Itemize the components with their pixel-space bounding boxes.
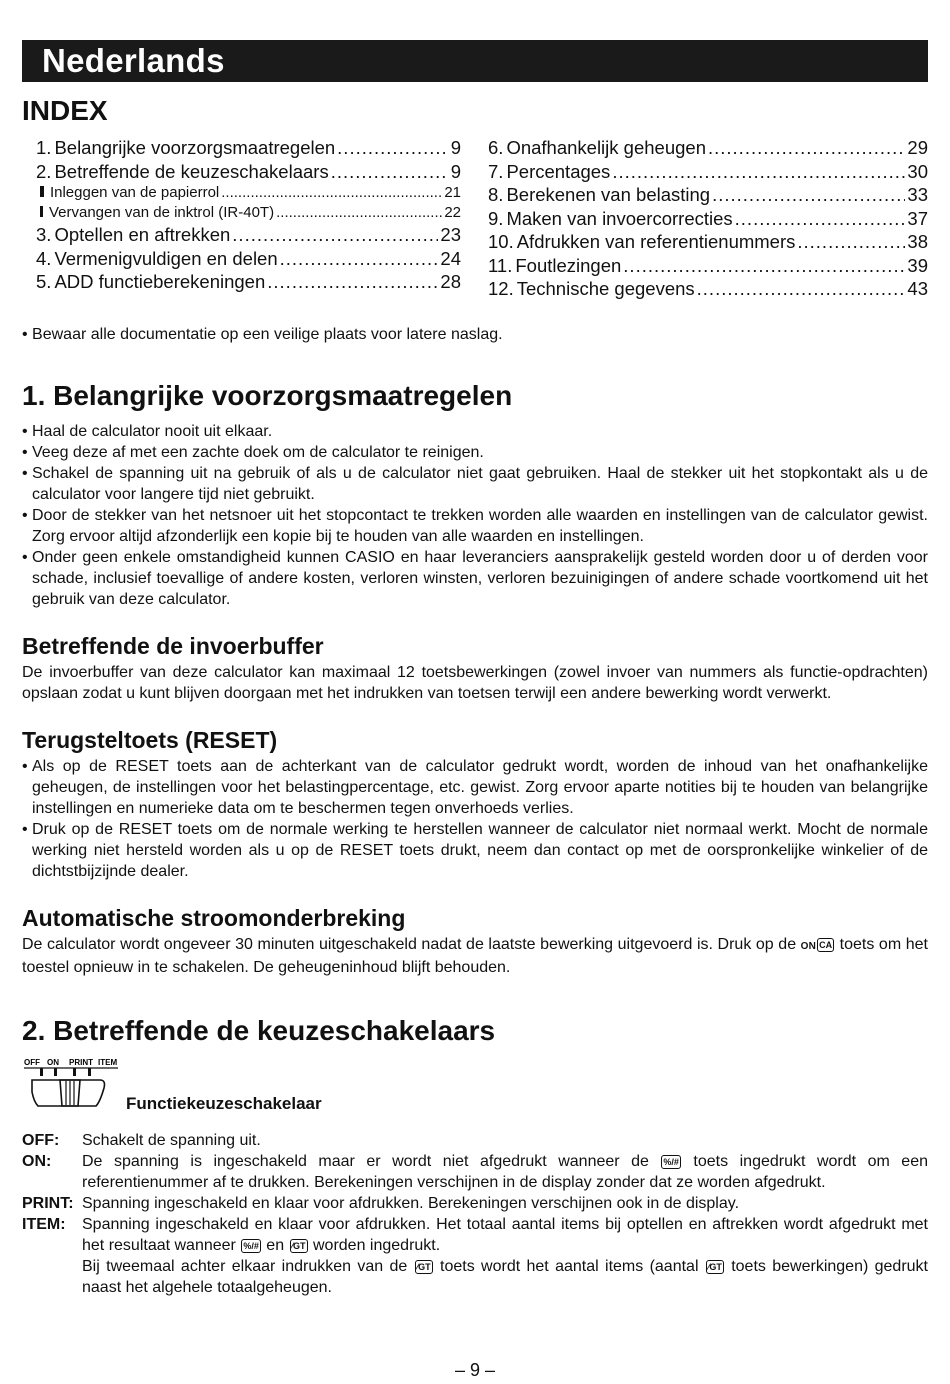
def-item: ITEM: Spanning ingeschakeld en klaar voor afdrukken. Het totaal aantal items bij optellen en aftrekken wordt afgedrukt met het resultaat wanneer %/# en ⁄GT worden ingedrukt. Bij tweemaal achter elkaar indrukken van de ⁄GT toets wordt het aantal items (aantal ⁄GT toets bewerkingen) gedrukt naast het algehele totaalgeheugen. <box>22 1215 929 1296</box>
toc-entry <box>488 160 928 184</box>
toc-entry <box>488 207 928 231</box>
documentation-note: • Bewaar alle documentatie op een veilige plaats voor latere naslag. <box>22 325 503 343</box>
toc-page-number: 23 <box>440 224 461 245</box>
toc-leader-dots <box>276 203 442 223</box>
toc-number: 6. <box>488 137 504 158</box>
toc-label: Onafhankelijk geheugen <box>506 137 706 158</box>
toc-label: Berekenen van belasting <box>506 184 711 205</box>
toc-page-number: 21 <box>444 184 461 201</box>
bullet-item: • Onder geen enkele omstandigheid kunnen CASIO en haar leveranciers aansprakelijk gesteld worden door u of derden voor schade, inclusief toevallige of andere kosten, verloren winsten, verloren bezuinigingen of andere schade voortkomend uit het gebruik van deze calculator. <box>22 547 928 610</box>
switch-label-on: ON <box>47 1057 59 1067</box>
toc-label: Belangrijke voorzorgsmaatregelen <box>54 137 336 158</box>
toc-left-column <box>22 136 461 301</box>
toc-entry <box>36 247 461 271</box>
square-bullet-icon <box>40 186 44 197</box>
def-print: PRINT: Spanning ingeschakeld en klaar voor afdrukken. Berekeningen verschijnen ook in de display. <box>22 1194 740 1212</box>
bullet-item: • Als op de RESET toets aan de achterkant van de calculator gedrukt wordt, worden de inhoud van het onafhankelijke geheugen, de instellingen voor het belastingpercentage, etc. gewist. Zorg ervoor aparte notities bij te houden van belangrijke instellingen en numerieke data om te beschermen tegen onverhoeds verlies. <box>22 756 928 819</box>
toc-page-number: 39 <box>907 254 928 276</box>
toc-number: 2. <box>36 160 52 182</box>
auto-off-text: De calculator wordt ongeveer 30 minuten uitgeschakeld nadat de laatste bewerking uitgevoerd is. Druk op de ON CA toets om het toestel opnieuw in te schakelen. De geheugeninhoud blijft behouden. <box>22 935 928 976</box>
toc-leader-dots <box>697 277 906 301</box>
bullet-item: • Haal de calculator nooit uit elkaar. <box>22 421 928 442</box>
toc-page-number: 43 <box>907 278 928 299</box>
toc-number: 7. <box>488 160 504 182</box>
toc-label: Optellen en aftrekken <box>54 224 231 245</box>
percent-hash-key-icon: %/# <box>663 1156 679 1167</box>
square-bullet-icon <box>40 206 43 217</box>
section1-title: 1. Belangrijke voorzorgsmaatregelen <box>22 379 513 411</box>
toc-entry <box>488 183 928 207</box>
page-number: – 9 – <box>454 1360 496 1380</box>
toc-entry <box>488 230 928 254</box>
toc-page-number: 37 <box>907 207 928 229</box>
toc-number: 3. <box>36 224 52 245</box>
toc-page-number: 22 <box>444 204 461 221</box>
reset-bullets <box>22 756 928 882</box>
toc-page-number: 9 <box>450 137 461 158</box>
grand-total-key-icon: ⁄GT <box>291 1240 306 1251</box>
toc-page-number: 28 <box>440 271 461 292</box>
toc-leader-dots <box>612 160 905 184</box>
switch-label-item: ITEM <box>98 1057 118 1067</box>
toc-label: Vermenigvuldigen en delen <box>54 247 278 269</box>
toc-number: 1. <box>36 137 52 158</box>
toc-label: Betreffende de keuzeschakelaars <box>54 160 329 182</box>
toc-leader-dots <box>735 207 906 231</box>
auto-off-title: Automatische stroomonderbreking <box>22 904 406 931</box>
toc-label: ADD functieberekeningen <box>54 271 266 292</box>
switch-caption: Functiekeuzeschakelaar <box>126 1093 322 1113</box>
toc-entry <box>36 270 461 294</box>
bullet-item: • Door de stekker van het netsnoer uit het stopcontact te trekken worden alle waarden en instellingen van de calculator gewist. Zorg ervoor altijd afzonderlijk een kopie bij te houden van alle waarden en instellingen. <box>22 505 928 547</box>
toc-leader-dots <box>797 230 905 254</box>
toc-page-number: 33 <box>907 184 928 205</box>
def-on: ON: De spanning is ingeschakeld maar er wordt niet afgedrukt wanneer de %/# toets ingedrukt wordt om een referentienummer af te drukken. Berekeningen verschijnen in de display zonder dat ze worden afgedrukt. <box>22 1152 929 1191</box>
toc-number: 8. <box>488 184 504 205</box>
toc-leader-dots <box>331 160 449 184</box>
toc-leader-dots <box>267 270 438 294</box>
toc-page-number: 9 <box>450 160 461 182</box>
buffer-title: Betreffende de invoerbuffer <box>22 632 324 659</box>
toc-number: 11. <box>488 254 513 276</box>
toc-page-number: 24 <box>440 247 461 269</box>
table-of-contents <box>22 136 928 301</box>
toc-leader-dots <box>712 183 905 207</box>
toc-entry <box>36 160 461 184</box>
function-switch-icon <box>22 1056 122 1122</box>
index-title: INDEX <box>22 95 108 126</box>
on-key-label: ON <box>800 940 817 952</box>
toc-label: Afdrukken van referentienummers <box>516 231 796 252</box>
toc-number: 10. <box>488 231 514 252</box>
toc-label: Percentages <box>506 160 611 182</box>
toc-label: Vervangen van de inktrol (IR-40T) <box>48 204 275 221</box>
toc-entry <box>488 136 928 160</box>
bullet-item: • Druk op de RESET toets om de normale werking te herstellen wanneer de calculator niet normaal werkt. Mocht de normale werking niet hersteld worden als u op de RESET toets drukt, neem dan contact op met de oorspronkelijke winkelier of de dichtstbijzijnde dealer. <box>22 819 928 882</box>
grand-total-key-icon: ⁄GT <box>707 1261 722 1272</box>
manual-page <box>22 40 928 1298</box>
language-header: Nederlands <box>22 40 928 82</box>
toc-number: 12. <box>488 278 514 299</box>
toc-page-number: 29 <box>907 137 928 158</box>
toc-entry <box>36 136 461 160</box>
toc-number: 5. <box>36 271 52 292</box>
bullet-item: • Veeg deze af met een zachte doek om de calculator te reinigen. <box>22 442 928 463</box>
section1-bullets <box>22 421 928 610</box>
toc-entry <box>488 277 928 301</box>
buffer-text: De invoerbuffer van deze calculator kan maximaal 12 toetsbewerkingen (zowel invoer van nummers als functie-opdrachten) opslaan zodat u kunt blijven doorgaan met het indrukken van toetsen terwijl een andere bewerking wordt verwerkt. <box>22 663 928 702</box>
toc-leader-dots <box>232 223 438 247</box>
toc-label: Foutlezingen <box>515 254 622 276</box>
toc-page-number: 30 <box>907 160 928 182</box>
section2-title: 2. Betreffende de keuzeschakelaars <box>22 1014 496 1046</box>
toc-leader-dots <box>623 254 905 278</box>
toc-leader-dots <box>337 136 449 160</box>
toc-number: 9. <box>488 207 504 229</box>
toc-label: Technische gegevens <box>516 278 695 299</box>
percent-hash-key-icon: %/# <box>243 1240 259 1251</box>
toc-label: Inleggen van de papierrol <box>49 184 220 201</box>
toc-right-column <box>488 136 928 301</box>
ca-key-icon: CA <box>819 939 833 950</box>
toc-entry <box>36 223 461 247</box>
def-off: OFF: Schakelt de spanning uit. <box>22 1131 261 1149</box>
toc-leader-dots <box>708 136 905 160</box>
toc-leader-dots <box>280 247 439 271</box>
switch-definitions <box>22 1130 928 1298</box>
toc-entry <box>488 254 928 278</box>
toc-entry <box>36 203 461 223</box>
toc-leader-dots <box>221 183 442 203</box>
switch-label-off: OFF <box>24 1057 40 1067</box>
toc-number: 4. <box>36 247 52 269</box>
grand-total-key-icon: ⁄GT <box>416 1261 431 1272</box>
switch-label-print: PRINT <box>69 1057 93 1067</box>
bullet-item: • Schakel de spanning uit na gebruik of als u de calculator niet gaat gebruiken. Haal de stekker uit het stopkontakt als u de calculator voor langere tijd niet gebruikt. <box>22 463 928 505</box>
toc-page-number: 38 <box>907 231 928 252</box>
toc-entry <box>36 183 461 203</box>
reset-title: Terugsteltoets (RESET) <box>22 726 278 753</box>
toc-label: Maken van invoercorrecties <box>506 207 733 229</box>
function-switch-figure <box>22 1056 928 1122</box>
